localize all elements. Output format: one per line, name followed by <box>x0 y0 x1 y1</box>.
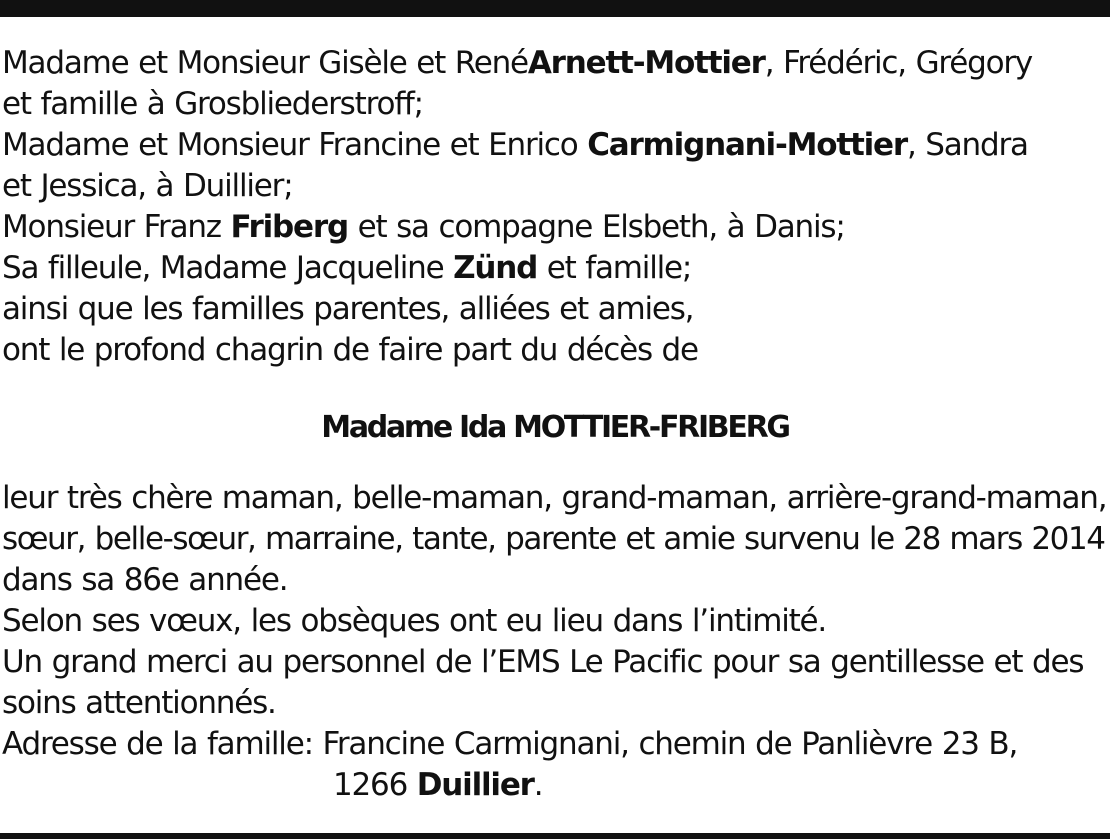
family-line-6-pre: Sa filleule, Madame Jacqueline <box>2 250 454 286</box>
family-line-3-post: , Sandra <box>906 127 1028 163</box>
body-line-1: leur très chère maman, belle-maman, grand-maman, arrière-grand-maman, <box>2 480 1107 516</box>
family-line-5 <box>2 207 1108 248</box>
family-name-zund: Zünd <box>453 250 538 286</box>
top-rule <box>0 0 1110 17</box>
family-line-4: et Jessica, à Duillier; <box>2 168 293 204</box>
body-line-5: Un grand merci au personnel de l’EMS Le Pacific pour sa gentillesse et des <box>2 644 1084 680</box>
family-name-arnett-mottier: Arnett-Mottier <box>527 45 765 81</box>
bottom-rule <box>0 833 1110 839</box>
family-name-friberg: Friberg <box>230 209 348 245</box>
body-line-2: sœur, belle-sœur, marraine, tante, parente et amie survenu le 28 mars 2014 <box>2 521 1105 557</box>
address-city-suffix: . <box>533 767 543 803</box>
address-postcode: 1266 <box>333 767 417 803</box>
address-label: Adresse de la famille: <box>2 726 313 762</box>
family-line-1-post: , Frédéric, Grégory <box>764 45 1033 81</box>
address-street: Francine Carmignani, chemin de Panlièvre 23 B, <box>322 726 1018 762</box>
family-line-1 <box>2 43 1108 84</box>
family-announcement <box>2 43 1108 371</box>
address-line-2 <box>2 765 1108 806</box>
family-line-6 <box>2 248 1108 289</box>
notice-body <box>2 478 1108 806</box>
family-line-2: et famille à Grosbliederstroff; <box>2 86 423 122</box>
family-line-7: ainsi que les familles parentes, alliées et amies, <box>2 291 694 327</box>
deceased-name-heading: Madame Ida MOTTIER-FRIBERG <box>321 410 789 445</box>
family-name-carmignani-mottier: Carmignani-Mottier <box>587 127 907 163</box>
family-line-3 <box>2 125 1108 166</box>
family-line-1-pre: Madame et Monsieur Gisèle et René <box>2 45 528 81</box>
family-line-6-post: et famille; <box>537 250 692 286</box>
family-line-5-post: et sa compagne Elsbeth, à Danis; <box>347 209 845 245</box>
family-line-5-pre: Monsieur Franz <box>2 209 231 245</box>
body-line-6: soins attentionnés. <box>2 685 276 721</box>
body-line-3: dans sa 86e année. <box>2 562 288 598</box>
body-line-4: Selon ses vœux, les obsèques ont eu lieu dans l’intimité. <box>2 603 827 639</box>
family-line-8: ont le profond chagrin de faire part du décès de <box>2 332 698 368</box>
address-city: Duillier <box>416 767 534 803</box>
family-line-3-pre: Madame et Monsieur Francine et Enrico <box>2 127 588 163</box>
address-line-1 <box>2 724 1108 765</box>
